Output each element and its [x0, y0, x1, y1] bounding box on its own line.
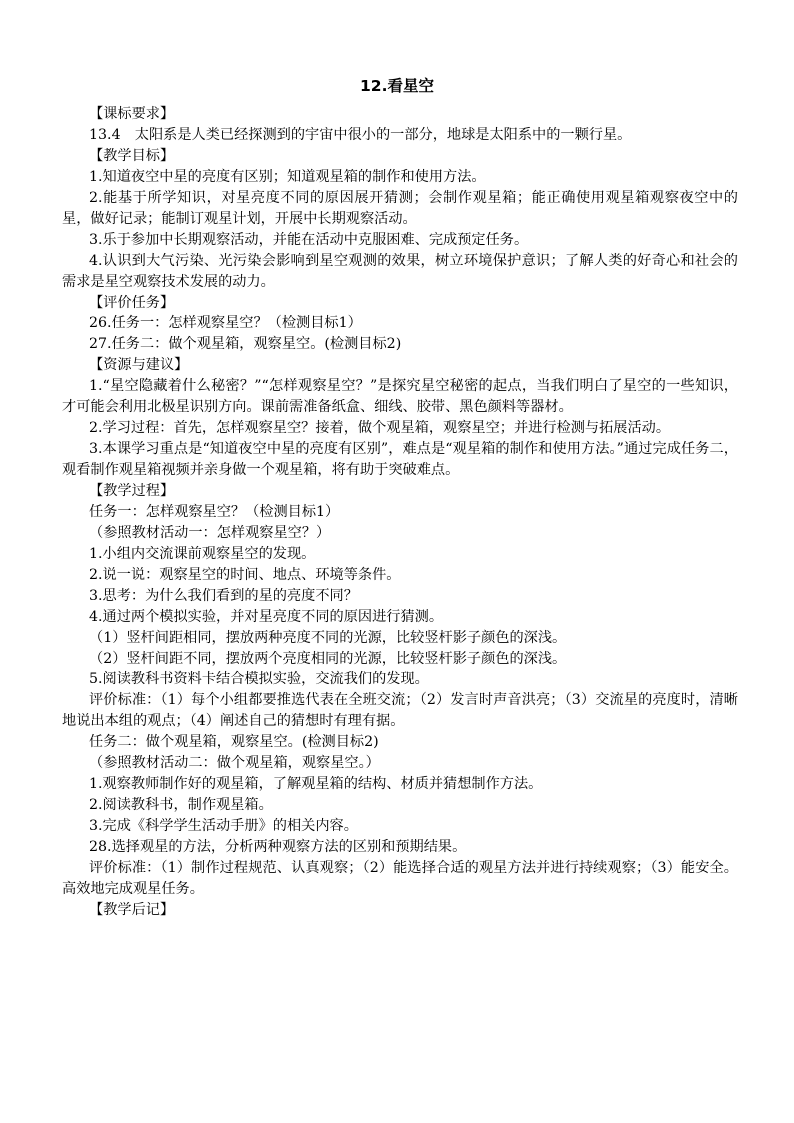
process-step-2-28: 28.选择观星的方法，分析两种观察方法的区别和预期结果。: [89, 838, 467, 855]
resource-1: 1.“星空隐藏着什么秘密？”“怎样观察星空？”是探究星空秘密的起点，当我们明白了星空的一些知识，才可能会利用北极星识别方向。课前需准备纸盒、细线、胶带、黑色颜料等器材。: [62, 378, 738, 416]
process-task-1: 任务一：怎样观察星空？（检测目标1）: [89, 503, 340, 520]
tasks-heading: 【评价任务】: [89, 294, 175, 311]
goal-1: 1.知道夜空中星的亮度有区别；知道观星箱的制作和使用方法。: [89, 168, 486, 185]
process-ref-2: （参照教材活动二：做个观星箱，观察星空。）: [89, 755, 380, 772]
process-step-2-2: 2.阅读教科书，制作观星箱。: [89, 797, 273, 814]
document-body: [62, 104, 738, 921]
resource-3: 3.本课学习重点是“知道夜空中星的亮度有区别”，难点是“观星箱的制作和使用方法。”通过完成任务二，观看制作观星箱视频并亲身做一个观星箱，将有助于突破难点。: [62, 441, 738, 479]
process-step-1-4a: （1）竖杆间距相同，摆放两种亮度不同的光源，比较竖杆影子颜色的深浅。: [89, 629, 567, 646]
process-heading: 【教学过程】: [89, 483, 175, 499]
curriculum-text: 13.4 太阳系是人类已经探测到的宇宙中很小的一部分，地球是太阳系中的一颗行星。: [89, 126, 632, 143]
notes-heading: 【教学后记】: [89, 901, 175, 918]
goal-3: 3.乐于参加中长期观察活动，并能在活动中克服困难、完成预定任务。: [89, 231, 529, 248]
process-step-1-3: 3.思考：为什么我们看到的星的亮度不同？: [89, 587, 358, 604]
process-step-1-2: 2.说一说：观察星空的时间、地点、环境等条件。: [89, 566, 401, 583]
page-title: 12.看星空: [360, 77, 434, 95]
task-26: 26.任务一：怎样观察星空？（检测目标1）: [89, 315, 362, 332]
process-step-1-1: 1.小组内交流课前观察星空的发现。: [89, 545, 316, 562]
goals-heading: 【教学目标】: [89, 147, 175, 164]
process-eval-1: 评价标准：（1）每个小组都要推选代表在全班交流；（2）发言时声音洪亮；（3）交流星的亮度时，清晰地说出本组的观点；（4）阐述自己的猜想时有理有据。: [62, 692, 738, 730]
goal-4: 4.认识到大气污染、光污染会影响到星空观测的效果，树立环境保护意识；了解人类的好奇心和社会的需求是星空观察技术发展的动力。: [62, 252, 738, 290]
task-27: 27.任务二：做个观星箱，观察星空。(检测目标2): [89, 336, 402, 353]
process-step-2-3: 3.完成《科学学生活动手册》的相关内容。: [89, 818, 358, 835]
process-ref-1: （参照教材活动一：怎样观察星空？）: [89, 524, 331, 541]
resources-heading: 【资源与建议】: [89, 357, 189, 374]
resource-2: 2.学习过程：首先，怎样观察星空？接着，做个观星箱，观察星空；并进行检测与拓展活动。: [89, 420, 671, 437]
process-step-1-4b: （2）竖杆间距不同，摆放两个亮度相同的光源，比较竖杆影子颜色的深浅。: [89, 650, 567, 667]
process-step-1-5: 5.阅读教科书资料卡结合模拟实验，交流我们的发现。: [89, 671, 429, 688]
process-eval-2: 评价标准：（1）制作过程规范、认真观察；（2）能选择合适的观星方法并进行持续观察；（3）能安全。高效地完成观星任务。: [62, 859, 738, 897]
goal-2: 2.能基于所学知识，对星亮度不同的原因展开猜测；会制作观星箱；能正确使用观星箱观察夜空中的星，做好记录；能制订观星计划，开展中长期观察活动。: [62, 189, 738, 227]
curriculum-heading: 【课标要求】: [89, 106, 175, 122]
process-task-2: 任务二：做个观星箱，观察星空。(检测目标2): [89, 734, 379, 751]
process-step-2-1: 1.观察教师制作好的观星箱，了解观星箱的结构、材质并猜想制作方法。: [89, 776, 543, 793]
process-step-1-4: 4.通过两个模拟实验，并对星亮度不同的原因进行猜测。: [89, 608, 444, 625]
